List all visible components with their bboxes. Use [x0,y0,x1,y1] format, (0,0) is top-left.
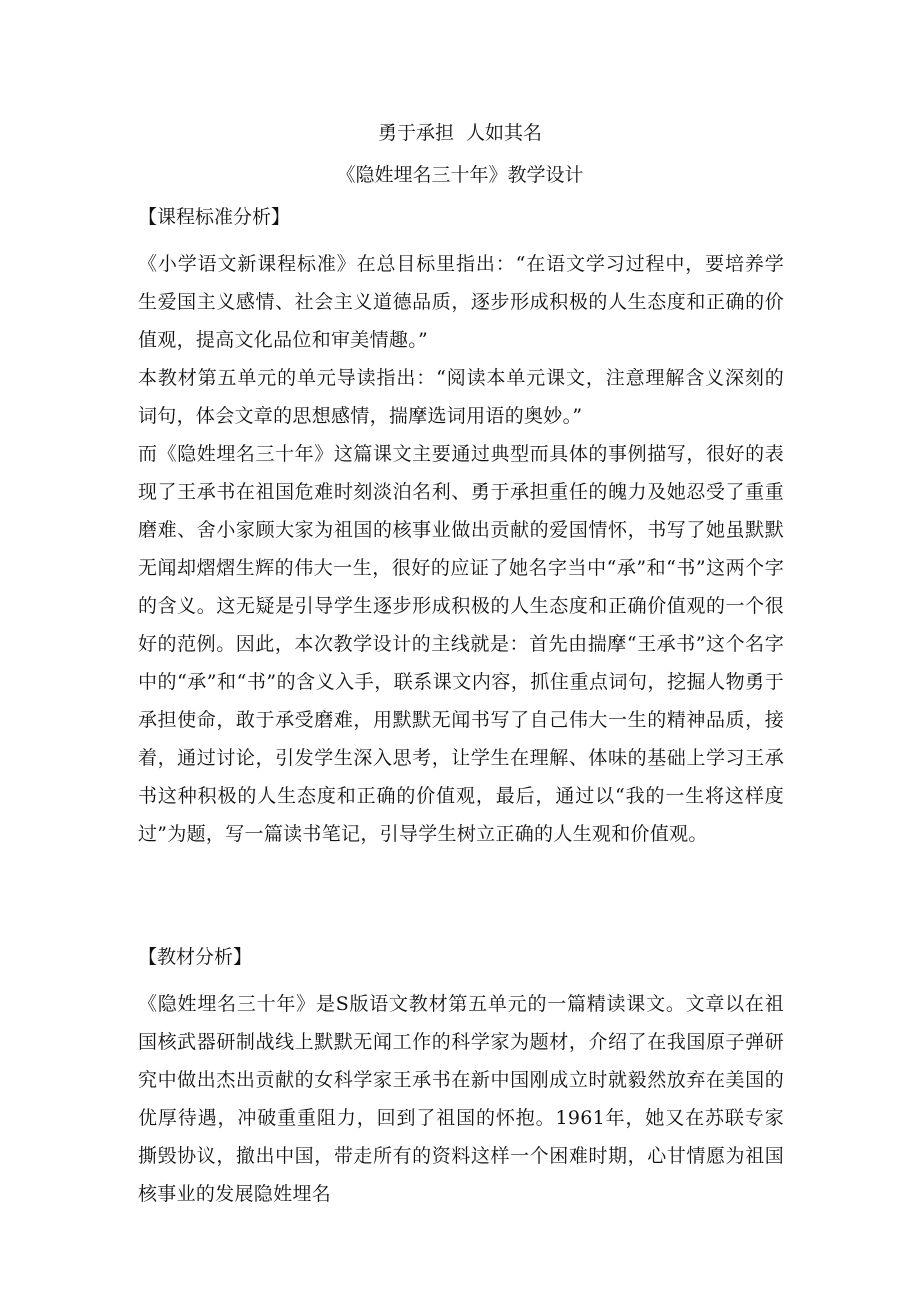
paragraph-design-rationale: 而《隐姓埋名三十年》这篇课文主要通过典型而具体的事例描写，很好的表现了王承书在祖国危难时刻淡泊名利、勇于承担重任的魄力及她忍受了重重磨难、舍小家顾大家为祖国的核事业做出贡献的爱国情怀，书写了她虽默默无闻却熠熠生辉的伟大一生，很好的应证了她名字当中“承”和“书”这两个字的含义。这无疑是引导学生逐步形成积极的人生态度和正确价值观的一个很好的范例。因此，本次教学设计的主线就是：首先由揣摩“王承书”这个名字中的“承”和“书”的含义入手，联系课文内容，抓住重点词句，挖掘人物勇于承担使命，敢于承受磨难，用默默无闻书写了自己伟大一生的精神品质，接着，通过讨论，引发学生深入思考，让学生在理解、体味的基础上学习王承书这种积极的人生态度和正确的价值观，最后，通过以“我的一生将这样度过”为题，写一篇读书笔记，引导学生树立正确的人生观和价值观。 [138,443,784,845]
section-heading-textbook-analysis: 【教材分析】 [138,946,253,968]
section-heading-curriculum-standard: 【课程标准分析】 [138,206,291,228]
document-subtitle: 《隐姓埋名三十年》教学设计 [336,164,584,186]
paragraph-unit-guide: 本教材第五单元的单元导读指出：“阅读本单元课文，注意理解含义深刻的词句，体会文章的思想感情，揣摩选词用语的奥妙。” [138,367,784,427]
document-title: 勇于承担 人如其名 [377,122,543,144]
paragraph-textbook-analysis: 《隐姓埋名三十年》是S版语文教材第五单元的一篇精读课文。文章以在祖国核武器研制战线上默默无闻工作的科学家为题材，介绍了在我国原子弹研究中做出杰出贡献的女科学家王承书在新中国刚成立时就毅然放弃在美国的优厚待遇，冲破重重阻力，回到了祖国的怀抱。1961年，她又在苏联专家撕毁协议，撤出中国，带走所有的资料这样一个困难时期，心甘情愿为祖国核事业的发展隐姓埋名 [138,993,784,1205]
paragraph-curriculum-standard: 《小学语文新课程标准》在总目标里指出：“在语文学习过程中，要培养学生爱国主义感情、社会主义道德品质，逐步形成积极的人生态度和正确的价值观，提高文化品位和审美情趣。” [138,253,784,351]
